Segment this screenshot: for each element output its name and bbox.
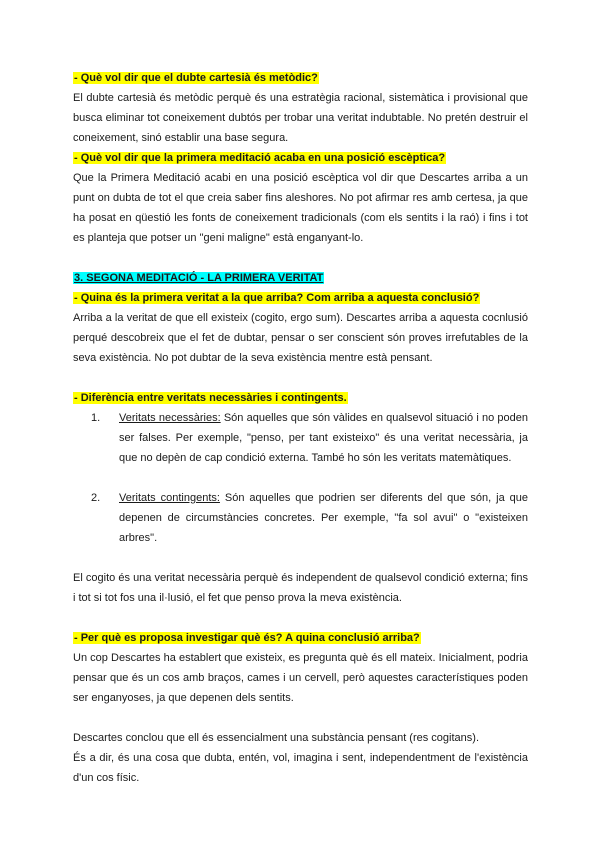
question-necessary-contingent: - Diferència entre veritats necessàries i contingents. xyxy=(74,392,347,404)
truths-list xyxy=(73,408,528,548)
term-necessary: Veritats necessàries: xyxy=(119,412,221,424)
section-heading-second-meditation: 3. SEGONA MEDITACIÓ - LA PRIMERA VERITAT xyxy=(74,272,324,284)
question-sceptic-position: - Què vol dir que la primera meditació acaba en una posició escèptica? xyxy=(74,152,446,164)
paragraph-thinking-thing: És a dir, és una cosa que dubta, entén, vol, imagina i sent, independentment de l'existència d'un cos físic. xyxy=(73,752,528,784)
question-first-truth: - Quina és la primera veritat a la que arriba? Com arriba a aquesta conclusió? xyxy=(74,292,480,304)
list-item: 1. Veritats necessàries: Són aquelles que són vàlides en qualsevol situació i no poden ser falses. Per exemple, "penso, per tant existeixo" és una veritat necessària, ja que no depèn de cap condició externa. També ho són les veritats matemàtiques. xyxy=(91,412,528,464)
answer-what-am-i: Un cop Descartes ha establert que existeix, es pregunta què és ell mateix. Inicialment, podria pensar que és un cos amb braços, cames i un cervell, però aquestes característiques poden ser enganyoses, ja que depenen dels sentits. xyxy=(73,652,528,704)
answer-methodic-doubt: El dubte cartesià és metòdic perquè és una estratègia racional, sistemàtica i provisional que busca eliminar tot coneixement dubtós per trobar una veritat indubtable. No pretén destruir el coneixement, sinó establir una base segura. xyxy=(73,92,528,144)
question-methodic-doubt: - Què vol dir que el dubte cartesià és metòdic? xyxy=(74,72,318,84)
paragraph-cogito-necessary: El cogito és una veritat necessària perquè és independent de qualsevol condició externa; fins i tot si tot fos una il·lusió, el fet que penso prova la meva existència. xyxy=(73,572,528,604)
question-what-am-i: - Per què es proposa investigar què és? A quina conclusió arriba? xyxy=(74,632,420,644)
list-item: 2. Veritats contingents: Són aquelles que podrien ser diferents del que són, ja que depenen de circumstàncies concretes. Per exemple, "fa sol avui" o "existeixen arbres". xyxy=(91,492,528,544)
document-body xyxy=(73,68,528,788)
answer-sceptic-position: Que la Primera Meditació acabi en una posició escèptica vol dir que Descartes arriba a un punt on dubta de tot el que creia saber fins aleshores. No pot afirmar res amb certesa, ja que ha posat en qüestió les fonts de coneixement tradicionals (com els sentits i la raó) i fins i tot es planteja que potser un "geni maligne" està enganyant-lo. xyxy=(73,172,528,244)
term-contingent: Veritats contingents: xyxy=(119,492,220,504)
paragraph-res-cogitans: Descartes conclou que ell és essencialment una substància pensant (res cogitans). xyxy=(73,732,480,744)
answer-first-truth: Arriba a la veritat de que ell existeix (cogito, ergo sum). Descartes arriba a aquesta cocnlusió perqué descobreix que el fet de dubtar, pensar o ser conscient són proves irrefutables de la seva existència. No pot dubtar de la seva existència mentre està pensant. xyxy=(73,312,528,364)
